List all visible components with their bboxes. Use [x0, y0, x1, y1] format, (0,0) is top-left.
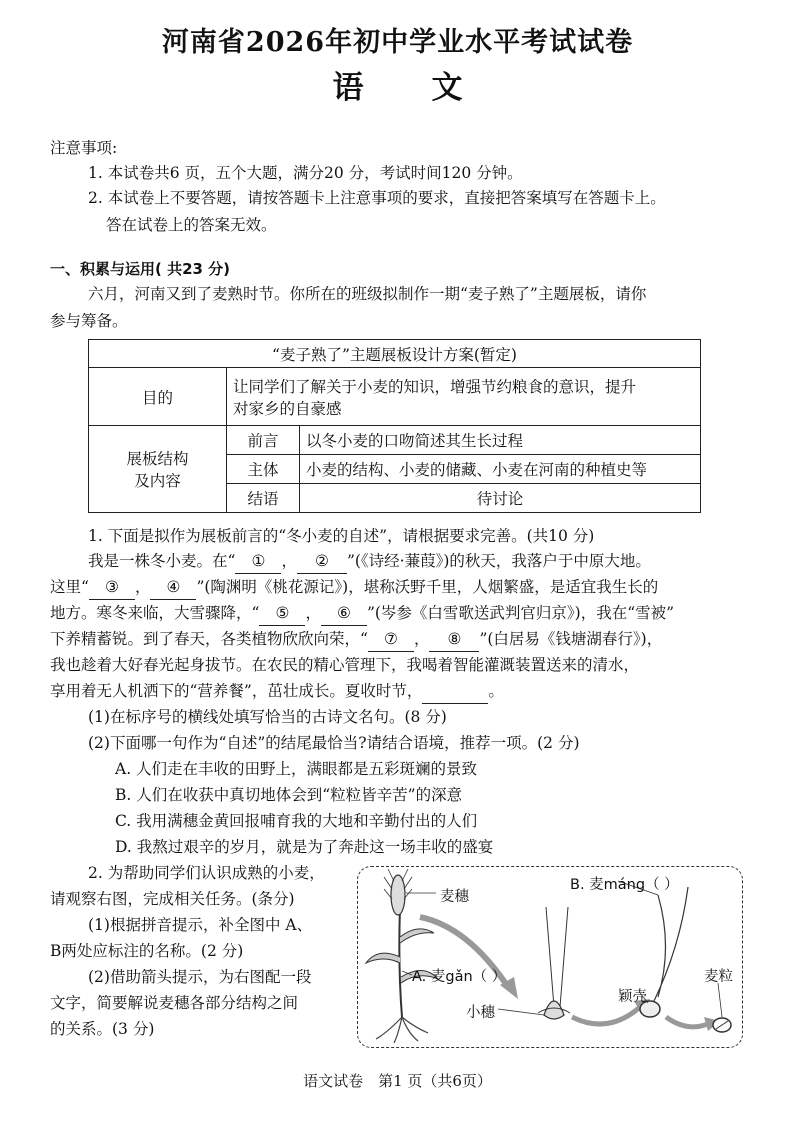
q1-text: 地方。寒冬来临，大雪骤降，“	[50, 604, 260, 622]
q1-text: ”(《诗经·蒹葭》)的秋天，我落户于中原大地。	[346, 552, 651, 570]
label-ear: 麦穗	[440, 889, 469, 905]
option-b: B. 人们在收获中真切地体会到“粒粒皆辛苦”的深意	[115, 786, 463, 804]
q1-text: 。	[488, 682, 504, 700]
q2-line-5: (2)借助箭头提示，为右图配一段	[88, 968, 312, 986]
q1-text: ，	[413, 630, 430, 648]
structure-label-line-2: 及内容	[134, 472, 181, 490]
plan-table	[88, 339, 701, 513]
section-intro-2: 参与筹备。	[50, 312, 128, 330]
wheat-diagram	[357, 866, 743, 1048]
option-d: D. 我熬过艰辛的岁月，就是为了奔赴这一场丰收的盛宴	[115, 838, 494, 856]
blank-7: ⑦	[368, 627, 414, 652]
q2-line-2: 请观察右图，完成相关任务。(条分)	[50, 890, 295, 908]
table-row-content: 待讨论	[300, 484, 701, 513]
purpose-label: 目的	[89, 368, 227, 426]
table-row-part: 主体	[227, 455, 300, 484]
blank-4: ④	[150, 575, 196, 600]
blank-3: ③	[89, 575, 135, 600]
notice-item-2: 2. 本试卷上不要答题，请按答题卡上注意事项的要求，直接把答案填写在答题卡上。	[88, 189, 666, 207]
q1-para-line-5: 我也趁着大好春光起身拔节。在农民的精心管理下，我喝着智能灌溉装置送来的清水，	[50, 656, 640, 674]
purpose-text-line-1: 让同学们了解关于小麦的知识，增强节约粮食的意识，提升	[233, 377, 637, 396]
notice-item-3: 答在试卷上的答案无效。	[106, 216, 277, 234]
structure-label	[89, 426, 227, 513]
q1-text: ，	[305, 604, 321, 622]
q1-text: 这里“	[50, 578, 89, 596]
q1-text: ”(陶渊明《桃花源记》)，堪称沃野千里，人烟繁盛，是适宜我生长的	[196, 578, 659, 596]
q1-para-line-6	[50, 679, 504, 704]
page-footer: 语文试卷 第1 页（共6页）	[303, 1072, 492, 1090]
label-glume: 颖壳	[618, 989, 647, 1005]
structure-label-line-1: 展板结构	[126, 450, 189, 468]
subject-title	[0, 62, 795, 107]
notice-item-1: 1. 本试卷共6 页，五个大题，满分20 分，考试时间120 分钟。	[88, 164, 523, 182]
q2-line-7: 的关系。(3 分)	[50, 1020, 155, 1038]
table-row-part: 结语	[227, 484, 300, 513]
table-row-content: 小麦的结构、小麦的储藏、小麦在河南的种植史等	[300, 455, 701, 484]
wheat-illustration	[358, 867, 742, 1047]
q1-stem: 1. 下面是拟作为展板前言的“冬小麦的自述”，请根据要求完善。(共10 分)	[88, 527, 595, 545]
blank-6: ⑥	[321, 601, 367, 626]
q1-para-line-2	[50, 575, 658, 600]
q1-sub-2: (2)下面哪一句作为“自述”的结尾最恰当?请结合语境，推荐一项。(2 分)	[88, 734, 580, 752]
option-c: C. 我用满穗金黄回报哺育我的大地和辛勤付出的人们	[115, 812, 478, 830]
section-heading: 一、积累与运用( 共23 分)	[50, 260, 231, 278]
q1-text: ，	[134, 578, 151, 596]
q1-text: 我是一株冬小麦。在“	[88, 552, 236, 570]
section-intro-1: 六月，河南又到了麦熟时节。你所在的班级拟制作一期“麦子熟了”主题展板，请你	[88, 285, 647, 303]
purpose-text-line-2: 对家乡的自豪感	[233, 399, 342, 418]
purpose-text	[227, 368, 701, 426]
blank-8: ⑧	[429, 627, 479, 652]
label-a: A. 麦gǎn（ ）	[412, 969, 507, 985]
q1-text: ，	[281, 552, 297, 570]
notice-heading: 注意事项:	[50, 139, 118, 157]
page-title: 河南省2026年初中学业水平考试试卷	[161, 27, 634, 58]
option-a: A. 人们走在丰收的田野上，满眼都是五彩斑斓的景致	[115, 760, 478, 778]
plan-table-caption: “麦子熟了”主题展板设计方案(暂定)	[89, 340, 701, 368]
q1-text: 享用着无人机洒下的“营养餐”，茁壮成长。夏收时节，	[50, 682, 423, 700]
label-b: B. 麦máng（ ）	[570, 877, 679, 893]
q1-para-line-1	[88, 549, 651, 574]
q1-text: ”(岑参《白雪歌送武判官归京》)，我在“雪被”	[366, 604, 675, 622]
q1-para-line-3	[50, 601, 674, 626]
q2-line-1: 2. 为帮助同学们认识成熟的小麦，	[88, 864, 325, 882]
q1-text: ”(白居易《钱塘湖春行》)，	[479, 630, 663, 648]
blank-9	[422, 679, 488, 704]
table-row-content: 以冬小麦的口吻简述其生长过程	[300, 426, 701, 455]
blank-5: ⑤	[259, 601, 305, 626]
q2-line-3: (1)根据拼音提示，补全图中 A、	[88, 916, 313, 934]
blank-2: ②	[297, 549, 347, 574]
label-spikelet: 小穗	[466, 1005, 495, 1021]
blank-1: ①	[235, 549, 281, 574]
q1-para-line-4	[50, 627, 662, 652]
subject-char-1: 语	[332, 70, 364, 106]
q2-line-6: 文字，简要解说麦穗各部分结构之间	[50, 994, 299, 1012]
q2-line-4: B两处应标注的名称。(2 分)	[50, 942, 244, 960]
q1-sub-1: (1)在标序号的横线处填写恰当的古诗文名句。(8 分)	[88, 708, 447, 726]
label-grain: 麦粒	[704, 969, 733, 985]
q1-text: 下养精蓄锐。到了春天，各类植物欣欣向荣，“	[50, 630, 368, 648]
subject-char-2: 文	[431, 70, 463, 106]
table-row-part: 前言	[227, 426, 300, 455]
